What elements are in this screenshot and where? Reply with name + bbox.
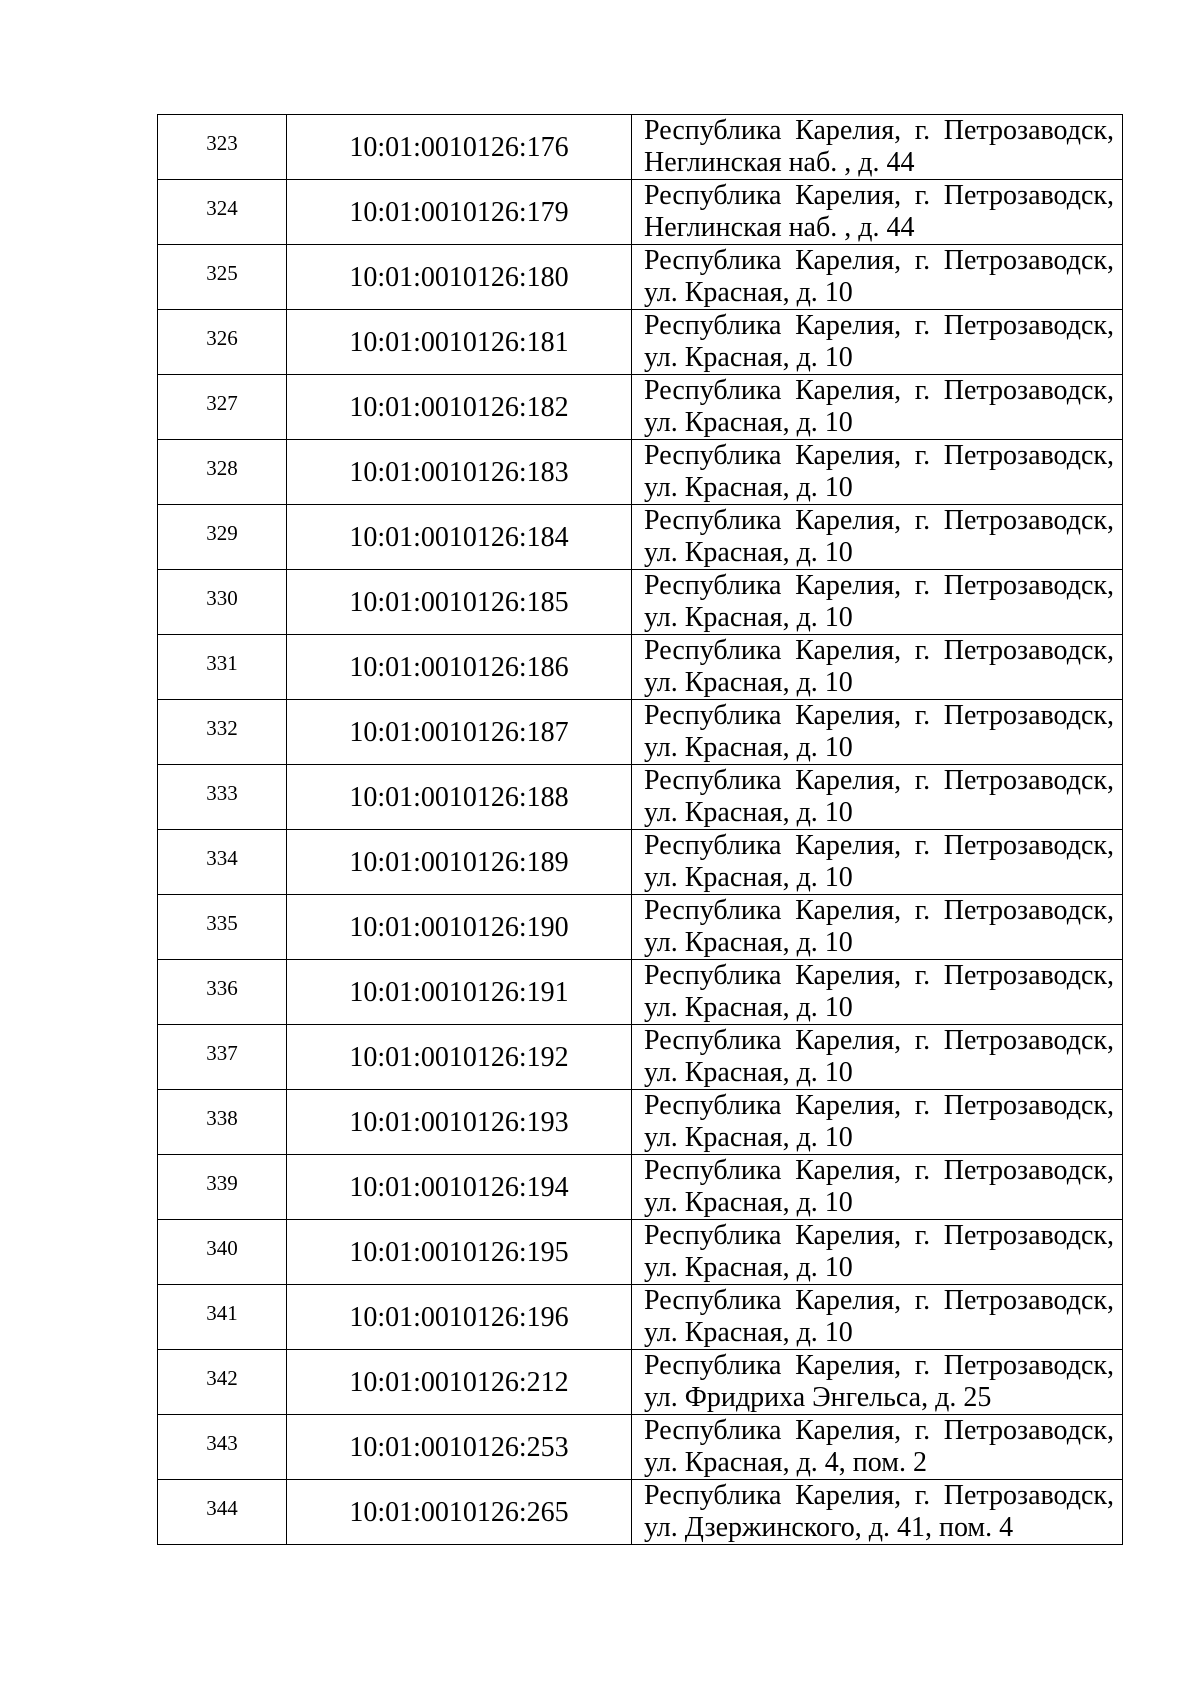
address-line-1: Республика Карелия, г. Петрозаводск, bbox=[644, 505, 1114, 536]
address-line-1: Республика Карелия, г. Петрозаводск, bbox=[644, 440, 1114, 471]
table-row bbox=[158, 635, 1123, 700]
row-number-cell: 323 bbox=[158, 115, 287, 180]
address-line-2: ул. Красная, д. 10 bbox=[644, 862, 853, 893]
table-row bbox=[158, 310, 1123, 375]
table-row bbox=[158, 960, 1123, 1025]
row-number-cell: 342 bbox=[158, 1350, 287, 1415]
address-cell bbox=[632, 1220, 1123, 1285]
address-line-2: ул. Красная, д. 10 bbox=[644, 342, 853, 373]
row-number-cell: 338 bbox=[158, 1090, 287, 1155]
table-row bbox=[158, 245, 1123, 310]
address-cell bbox=[632, 960, 1123, 1025]
address-cell bbox=[632, 180, 1123, 245]
table-row bbox=[158, 700, 1123, 765]
address-line-1: Республика Карелия, г. Петрозаводск, bbox=[644, 895, 1114, 926]
address-line-1: Республика Карелия, г. Петрозаводск, bbox=[644, 1090, 1114, 1121]
address-line-2: ул. Дзержинского, д. 41, пом. 4 bbox=[644, 1512, 1014, 1543]
address-cell bbox=[632, 700, 1123, 765]
cadastral-number-cell: 10:01:0010126:183 bbox=[287, 440, 632, 505]
cadastral-number-cell: 10:01:0010126:186 bbox=[287, 635, 632, 700]
row-number-cell: 325 bbox=[158, 245, 287, 310]
address-cell bbox=[632, 570, 1123, 635]
cadastral-number-cell: 10:01:0010126:184 bbox=[287, 505, 632, 570]
address-line-1: Республика Карелия, г. Петрозаводск, bbox=[644, 635, 1114, 666]
address-cell bbox=[632, 1155, 1123, 1220]
address-line-2: ул. Фридриха Энгельса, д. 25 bbox=[644, 1382, 992, 1413]
cadastral-number-cell: 10:01:0010126:190 bbox=[287, 895, 632, 960]
cadastral-number-cell: 10:01:0010126:212 bbox=[287, 1350, 632, 1415]
address-line-2: ул. Красная, д. 10 bbox=[644, 1122, 853, 1153]
address-line-1: Республика Карелия, г. Петрозаводск, bbox=[644, 1350, 1114, 1381]
address-line-1: Республика Карелия, г. Петрозаводск, bbox=[644, 115, 1114, 146]
address-cell bbox=[632, 635, 1123, 700]
address-line-2: ул. Красная, д. 4, пом. 2 bbox=[644, 1447, 927, 1478]
address-line-1: Республика Карелия, г. Петрозаводск, bbox=[644, 1025, 1114, 1056]
row-number-cell: 327 bbox=[158, 375, 287, 440]
address-line-1: Республика Карелия, г. Петрозаводск, bbox=[644, 1155, 1114, 1186]
address-line-1: Республика Карелия, г. Петрозаводск, bbox=[644, 700, 1114, 731]
row-number-cell: 332 bbox=[158, 700, 287, 765]
row-number-cell: 343 bbox=[158, 1415, 287, 1480]
cadastral-number-cell: 10:01:0010126:192 bbox=[287, 1025, 632, 1090]
row-number-cell: 326 bbox=[158, 310, 287, 375]
cadastral-number-cell: 10:01:0010126:180 bbox=[287, 245, 632, 310]
cadastral-number-cell: 10:01:0010126:181 bbox=[287, 310, 632, 375]
address-line-2: ул. Красная, д. 10 bbox=[644, 537, 853, 568]
row-number-cell: 341 bbox=[158, 1285, 287, 1350]
address-cell bbox=[632, 115, 1123, 180]
cadastral-number-cell: 10:01:0010126:193 bbox=[287, 1090, 632, 1155]
address-line-1: Республика Карелия, г. Петрозаводск, bbox=[644, 1480, 1114, 1511]
cadastral-number-cell: 10:01:0010126:188 bbox=[287, 765, 632, 830]
table-row bbox=[158, 895, 1123, 960]
address-line-1: Республика Карелия, г. Петрозаводск, bbox=[644, 1220, 1114, 1251]
table-row bbox=[158, 1480, 1123, 1545]
row-number-cell: 330 bbox=[158, 570, 287, 635]
row-number-cell: 329 bbox=[158, 505, 287, 570]
table-row bbox=[158, 1415, 1123, 1480]
address-line-2: ул. Красная, д. 10 bbox=[644, 797, 853, 828]
address-cell bbox=[632, 1480, 1123, 1545]
cadastral-number-cell: 10:01:0010126:191 bbox=[287, 960, 632, 1025]
address-cell bbox=[632, 440, 1123, 505]
cadastral-number-cell: 10:01:0010126:265 bbox=[287, 1480, 632, 1545]
table-row bbox=[158, 1155, 1123, 1220]
row-number-cell: 331 bbox=[158, 635, 287, 700]
address-cell bbox=[632, 1025, 1123, 1090]
table-row bbox=[158, 830, 1123, 895]
cadastral-number-cell: 10:01:0010126:182 bbox=[287, 375, 632, 440]
address-line-2: Неглинская наб. , д. 44 bbox=[644, 147, 915, 178]
address-line-1: Республика Карелия, г. Петрозаводск, bbox=[644, 960, 1114, 991]
cadastral-number-cell: 10:01:0010126:187 bbox=[287, 700, 632, 765]
address-line-1: Республика Карелия, г. Петрозаводск, bbox=[644, 310, 1114, 341]
row-number-cell: 340 bbox=[158, 1220, 287, 1285]
row-number-cell: 336 bbox=[158, 960, 287, 1025]
table-row bbox=[158, 115, 1123, 180]
table-row bbox=[158, 1285, 1123, 1350]
address-line-2: ул. Красная, д. 10 bbox=[644, 992, 853, 1023]
address-line-2: Неглинская наб. , д. 44 bbox=[644, 212, 915, 243]
cadastral-number-cell: 10:01:0010126:195 bbox=[287, 1220, 632, 1285]
address-line-1: Республика Карелия, г. Петрозаводск, bbox=[644, 570, 1114, 601]
address-line-2: ул. Красная, д. 10 bbox=[644, 1057, 853, 1088]
table-row bbox=[158, 180, 1123, 245]
row-number-cell: 333 bbox=[158, 765, 287, 830]
address-line-2: ул. Красная, д. 10 bbox=[644, 1317, 853, 1348]
cadastral-number-cell: 10:01:0010126:196 bbox=[287, 1285, 632, 1350]
row-number-cell: 328 bbox=[158, 440, 287, 505]
table-row bbox=[158, 505, 1123, 570]
row-number-cell: 335 bbox=[158, 895, 287, 960]
address-line-2: ул. Красная, д. 10 bbox=[644, 1187, 853, 1218]
property-table bbox=[157, 114, 1123, 1545]
address-line-2: ул. Красная, д. 10 bbox=[644, 602, 853, 633]
address-line-2: ул. Красная, д. 10 bbox=[644, 472, 853, 503]
address-cell bbox=[632, 1090, 1123, 1155]
row-number-cell: 337 bbox=[158, 1025, 287, 1090]
row-number-cell: 324 bbox=[158, 180, 287, 245]
address-line-1: Республика Карелия, г. Петрозаводск, bbox=[644, 765, 1114, 796]
cadastral-number-cell: 10:01:0010126:185 bbox=[287, 570, 632, 635]
address-cell bbox=[632, 765, 1123, 830]
address-cell bbox=[632, 1350, 1123, 1415]
table-row bbox=[158, 1090, 1123, 1155]
address-line-1: Республика Карелия, г. Петрозаводск, bbox=[644, 1285, 1114, 1316]
address-line-2: ул. Красная, д. 10 bbox=[644, 277, 853, 308]
table-row bbox=[158, 440, 1123, 505]
table-body bbox=[158, 115, 1123, 1545]
row-number-cell: 334 bbox=[158, 830, 287, 895]
address-line-1: Республика Карелия, г. Петрозаводск, bbox=[644, 830, 1114, 861]
table-row bbox=[158, 570, 1123, 635]
address-cell bbox=[632, 375, 1123, 440]
row-number-cell: 344 bbox=[158, 1480, 287, 1545]
address-line-2: ул. Красная, д. 10 bbox=[644, 927, 853, 958]
row-number-cell: 339 bbox=[158, 1155, 287, 1220]
address-cell bbox=[632, 830, 1123, 895]
address-line-1: Республика Карелия, г. Петрозаводск, bbox=[644, 1415, 1114, 1446]
table-row bbox=[158, 765, 1123, 830]
address-line-2: ул. Красная, д. 10 bbox=[644, 667, 853, 698]
table-row bbox=[158, 375, 1123, 440]
address-line-2: ул. Красная, д. 10 bbox=[644, 732, 853, 763]
address-line-2: ул. Красная, д. 10 bbox=[644, 407, 853, 438]
table-row bbox=[158, 1350, 1123, 1415]
address-cell bbox=[632, 505, 1123, 570]
address-cell bbox=[632, 1415, 1123, 1480]
table-row bbox=[158, 1220, 1123, 1285]
address-cell bbox=[632, 310, 1123, 375]
address-line-2: ул. Красная, д. 10 bbox=[644, 1252, 853, 1283]
cadastral-number-cell: 10:01:0010126:179 bbox=[287, 180, 632, 245]
cadastral-number-cell: 10:01:0010126:194 bbox=[287, 1155, 632, 1220]
address-cell bbox=[632, 895, 1123, 960]
address-line-1: Республика Карелия, г. Петрозаводск, bbox=[644, 375, 1114, 406]
table-row bbox=[158, 1025, 1123, 1090]
address-line-1: Республика Карелия, г. Петрозаводск, bbox=[644, 245, 1114, 276]
address-cell bbox=[632, 1285, 1123, 1350]
address-cell bbox=[632, 245, 1123, 310]
document-page bbox=[157, 114, 1122, 1545]
cadastral-number-cell: 10:01:0010126:176 bbox=[287, 115, 632, 180]
cadastral-number-cell: 10:01:0010126:253 bbox=[287, 1415, 632, 1480]
cadastral-number-cell: 10:01:0010126:189 bbox=[287, 830, 632, 895]
address-line-1: Республика Карелия, г. Петрозаводск, bbox=[644, 180, 1114, 211]
